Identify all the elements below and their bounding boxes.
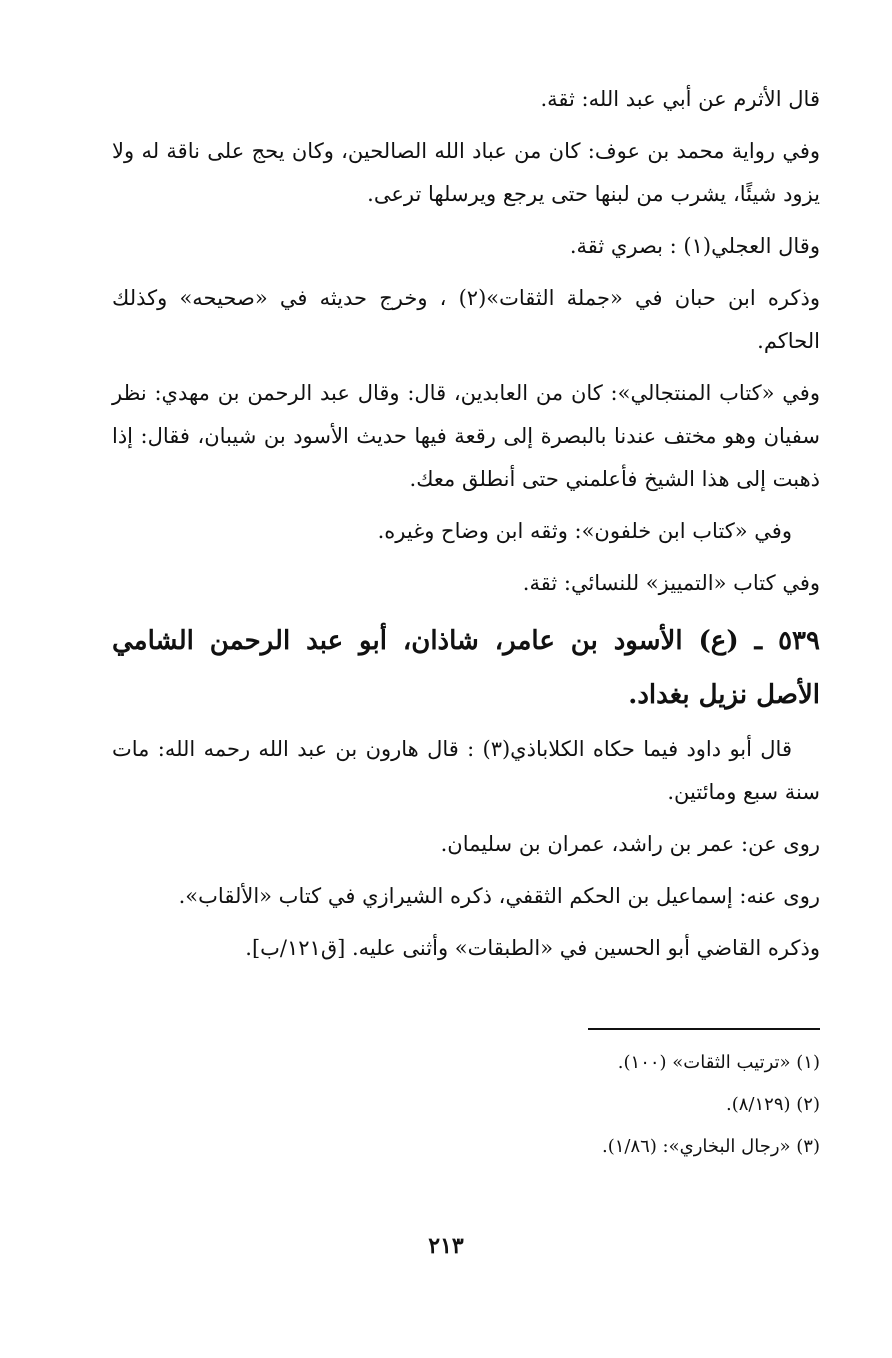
- paragraph: قال الأثرم عن أبي عبد الله: ثقة.: [540, 87, 820, 111]
- paragraph: وفي «كتاب المنتجالي»: كان من العابدين، قال: وقال عبد الرحمن بن مهدي: نظر سفيان وهو مختف عندنا بالبصرة إلى رقعة فيها حديث الأسود بن شيبان، فقال: إذا ذهبت إلى هذا الشيخ فأعلمني حتى أنطلق معك.: [112, 381, 820, 491]
- page-number: ٢١٣: [428, 1233, 464, 1259]
- paragraph: وفي كتاب «التمييز» للنسائي: ثقة.: [522, 571, 820, 595]
- paragraph: وفي رواية محمد بن عوف: كان من عباد الله الصالحين، وكان يحج على ناقة له ولا يزود شيئًا، يشرب من لبنها حتى يرجع ويرسلها ترعى.: [112, 139, 820, 206]
- paragraph: قال أبو داود فيما حكاه الكلاباذي(٣) : قال هارون بن عبد الله رحمه الله: مات سنة سبع ومائتين.: [112, 737, 820, 804]
- paragraph: وذكره ابن حبان في «جملة الثقات»(٢) ، وخرج حديثه في «صحيحه» وكذلك الحاكم.: [112, 286, 820, 353]
- footnote-separator: [588, 1028, 820, 1030]
- footnote: (٢) (٨/١٢٩).: [726, 1094, 820, 1115]
- paragraph: وفي «كتاب ابن خلفون»: وثقه ابن وضاح وغيره.: [377, 519, 792, 543]
- paragraph: وذكره القاضي أبو الحسين في «الطبقات» وأثنى عليه. [ق١٢١/ب].: [245, 936, 820, 960]
- footnote: (١) «ترتيب الثقات» (١٠٠).: [617, 1052, 820, 1073]
- entry-heading: ٥٣٩ ـ (ع) الأسود بن عامر، شاذان، أبو عبد الرحمن الشامي الأصل نزيل بغداد.: [112, 626, 820, 710]
- paragraph: روى عنه: إسماعيل بن الحكم الثقفي، ذكره الشيرازي في كتاب «الألقاب».: [178, 884, 820, 908]
- paragraph: وقال العجلي(١) : بصري ثقة.: [569, 234, 820, 258]
- paragraph: روى عن: عمر بن راشد، عمران بن سليمان.: [440, 832, 820, 856]
- main-text: [112, 78, 820, 979]
- footnote: (٣) «رجال البخاري»: (١/٨٦).: [601, 1136, 820, 1157]
